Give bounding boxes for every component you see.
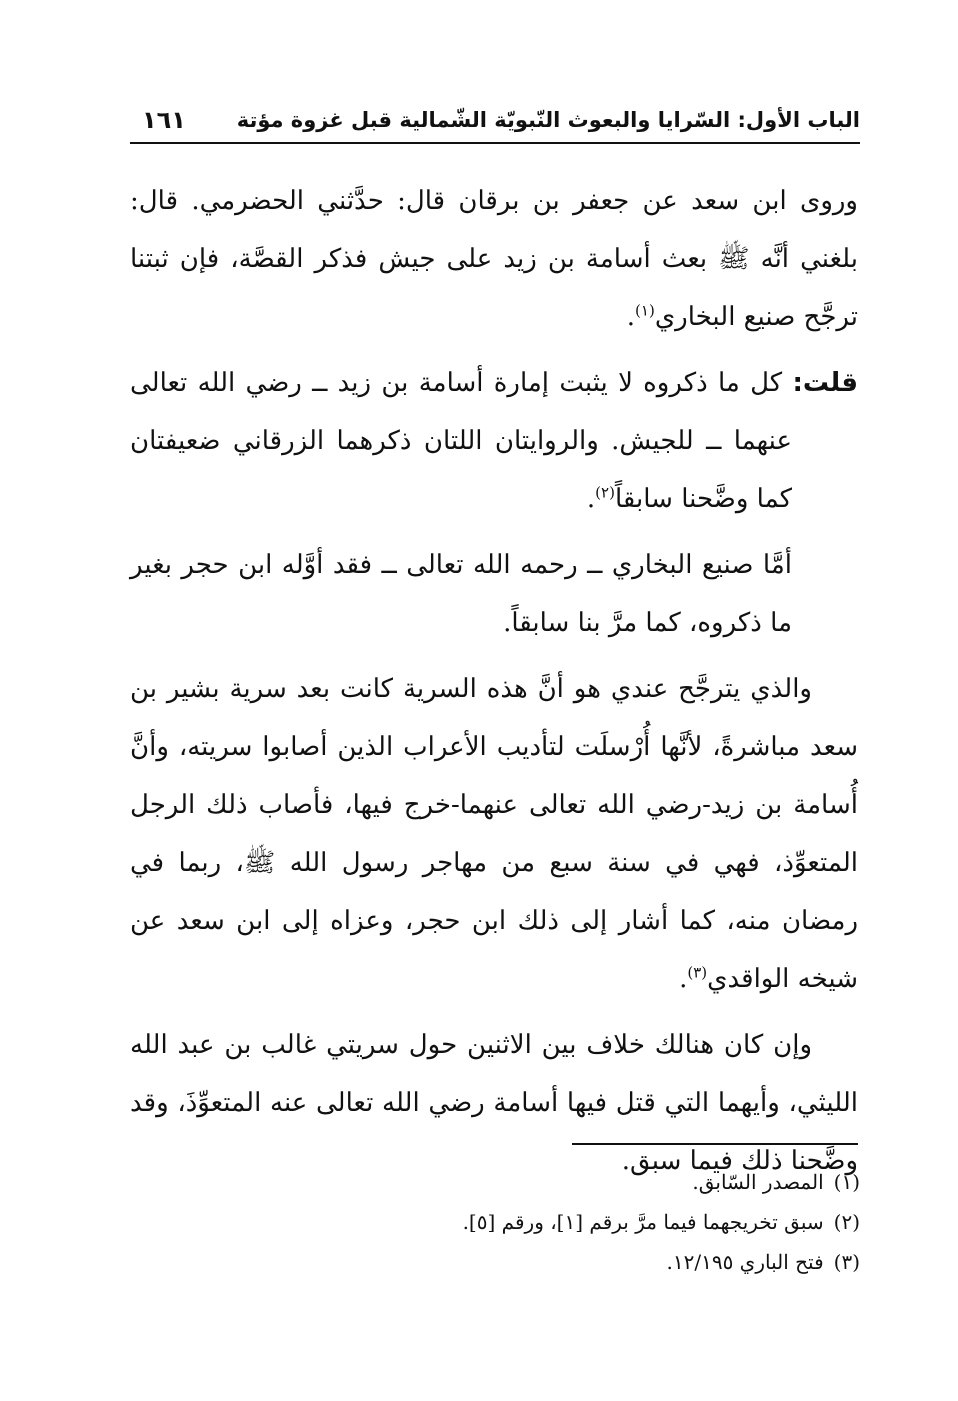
page-number: ١٦١ — [142, 106, 186, 134]
paragraph-4-text: والذي يترجَّح عندي هو أنَّ هذه السرية كانت بعد سرية بشير بن سعد مباشرةً، لأنَّها أُرْسلَت لتأديب الأعراب الذين أصابوا سريته، وأنَّ أُسامة بن زيد-رضي الله تعالى عنهما-خرج فيها، فأصاب ذلك الرجل المتعوِّذ، فهي في سنة سبع من مهاجر رسول الله ﷺ، ربما في رمضان منه، كما أشار إلى ذلك ابن حجر، وعزاه إلى ابن سعد عن شيخه الواقدي — [130, 674, 858, 994]
paragraph-4 — [130, 660, 858, 1008]
paragraph-2-end: . — [586, 484, 596, 514]
footnote-2-number: (٢) — [833, 1210, 860, 1234]
qult-label: قلت: — [792, 368, 858, 398]
footnote-2 — [300, 1202, 860, 1242]
footnote-1-number: (١) — [833, 1170, 860, 1194]
paragraph-2 — [130, 354, 858, 528]
paragraph-1-end: . — [626, 302, 636, 332]
footnote-1-text: المصدر السّابق. — [692, 1170, 824, 1194]
footnote-3 — [300, 1242, 860, 1282]
footnote-ref-3: (٣) — [687, 963, 708, 982]
footnote-2-text: سبق تخريجهما فيما مرَّ برقم [١]، ورقم [٥]. — [462, 1210, 824, 1234]
footnote-3-text: فتح الباري ١٢/١٩٥. — [666, 1250, 824, 1274]
paragraph-2-text: كل ما ذكروه لا يثبت إمارة أسامة بن زيد ــ رضي الله تعالى عنهما ــ للجيش. والروايتان اللتان ذكرهما الزرقاني ضعيفتان كما وضَّحنا سابقاً — [130, 368, 793, 514]
paragraph-4-end: . — [679, 964, 688, 994]
paragraph-5-text: وإن كان هنالك خلاف بين الاثنين حول سريتي غالب بن عبد الله الليثي، وأيهما التي قتل فيها أسامة رضي الله تعالى عنه المتعوِّذَ، وقد وضَّحنا ذلك فيما سبق. — [130, 1030, 858, 1176]
footnote-1 — [300, 1162, 860, 1202]
footnote-ref-1: (١) — [635, 301, 655, 320]
chapter-title: الباب الأول: السّرايا والبعوث النّبويّة الشّمالية قبل غزوة مؤتة — [236, 108, 860, 132]
footnote-ref-2: (٢) — [595, 483, 615, 502]
paragraph-1 — [130, 172, 858, 346]
main-text — [130, 172, 858, 1198]
paragraph-3-text: أمَّا صنيع البخاري ــ رحمه الله تعالى ــ فقد أوَّله ابن حجر بغير ما ذكروه، كما مرَّ بنا سابقاً. — [130, 550, 792, 638]
paragraph-1-text: وروى ابن سعد عن جعفر بن برقان قال: حدَّثني الحضرمي. قال: بلغني أنَّه ﷺ بعث أسامة بن زيد على جيش فذكر القصَّة، فإن ثبتنا ترجَّح صنيع البخاري — [130, 186, 858, 332]
running-header — [130, 98, 860, 144]
paragraph-3 — [130, 536, 858, 652]
footnote-separator — [572, 1143, 858, 1145]
footnote-3-number: (٣) — [833, 1250, 860, 1274]
footnotes — [300, 1162, 860, 1282]
